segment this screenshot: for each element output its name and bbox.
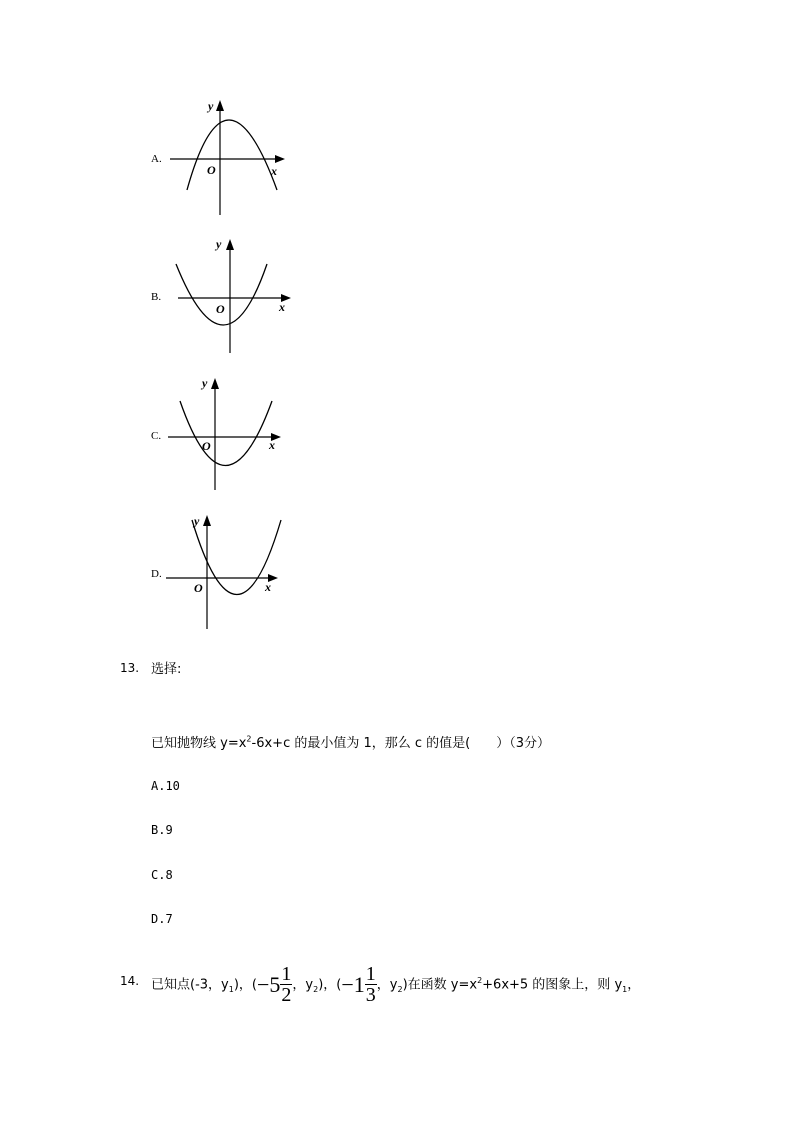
option-a-label[interactable]: A. bbox=[151, 153, 162, 165]
origin-label: O bbox=[202, 439, 211, 453]
fraction-one-third: $\frac{1}{3}$ bbox=[365, 963, 376, 1007]
y-axis-label: y bbox=[202, 376, 208, 390]
choice-c[interactable]: C.8 bbox=[151, 868, 173, 882]
option-d-graph bbox=[163, 512, 288, 632]
question-13-number: 13. bbox=[120, 661, 140, 675]
choice-b[interactable]: B.9 bbox=[151, 823, 173, 837]
choice-a[interactable]: A.10 bbox=[151, 779, 180, 793]
option-c-label[interactable]: C. bbox=[151, 430, 162, 442]
y-axis-label: y bbox=[208, 99, 214, 113]
x-axis-label: x bbox=[269, 438, 275, 452]
choice-d[interactable]: D.7 bbox=[151, 912, 173, 926]
option-a-graph bbox=[165, 98, 290, 218]
y-axis-label: y bbox=[216, 237, 222, 251]
question-13-title: 选择: bbox=[151, 662, 182, 677]
question-14-number: 14. bbox=[120, 974, 140, 988]
origin-label: O bbox=[216, 302, 225, 316]
question-14-stem: 已知点(-3，$y_1$)，(−5 $\frac{1}{2}$ ，$y_2$)，(−1 $\frac{1}{3}$ ，$y_2$)在函数 $y=x^2+6x+5$ 的图象上，则 $y_1$， bbox=[151, 963, 641, 1007]
option-b-label[interactable]: B. bbox=[151, 291, 162, 303]
option-b-graph bbox=[170, 236, 295, 356]
x-axis-label: x bbox=[279, 300, 285, 314]
origin-label: O bbox=[194, 581, 203, 595]
option-c-graph bbox=[165, 375, 290, 495]
question-13-stem: 已知抛物线 $y=x^2-6x+c$ 的最小值为 1，那么 c 的值是( ）（3分） bbox=[151, 734, 551, 751]
x-axis-label: x bbox=[271, 164, 277, 178]
fraction-one-half: $\frac{1}{2}$ bbox=[281, 963, 292, 1007]
x-axis-label: x bbox=[265, 580, 271, 594]
origin-label: O bbox=[207, 163, 216, 177]
y-axis-label: y bbox=[194, 514, 200, 528]
option-d-label[interactable]: D. bbox=[151, 568, 162, 580]
